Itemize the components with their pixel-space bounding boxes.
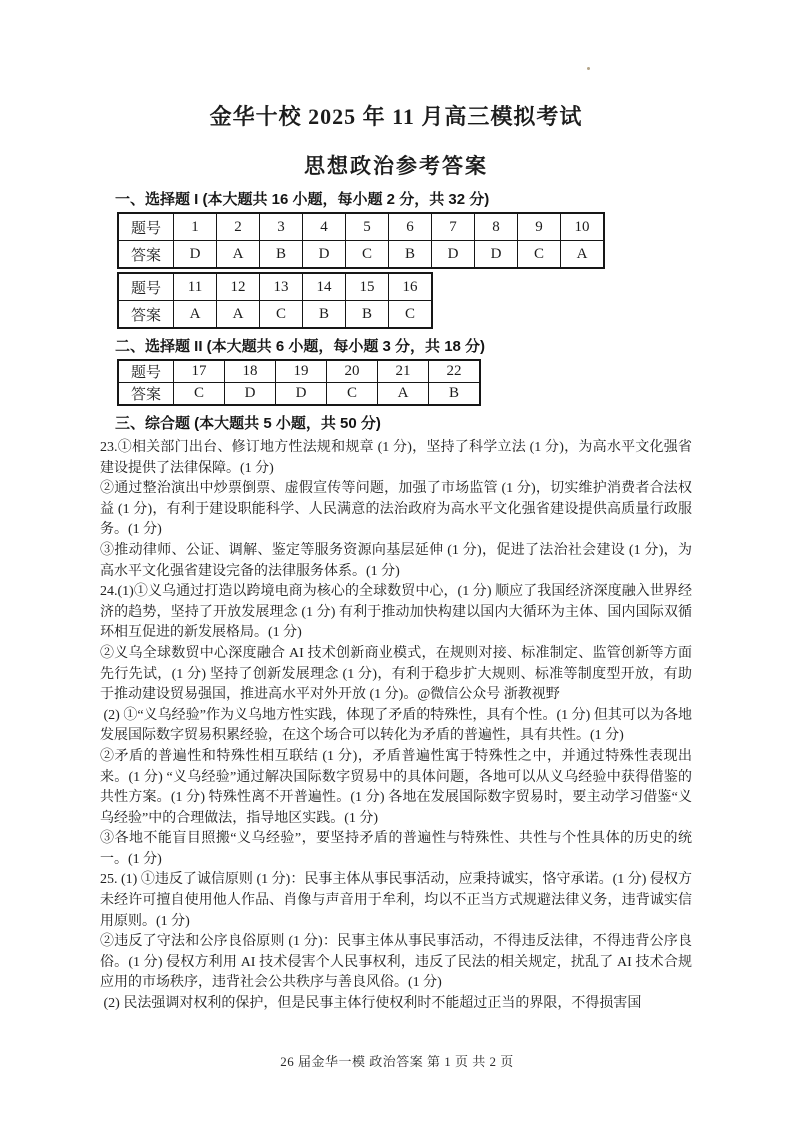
page-subtitle: 思想政治参考答案 — [304, 154, 488, 178]
question-number-cell: 8 — [475, 213, 518, 241]
answer-paragraph: ②通过整治演出中炒票倒票、虚假宣传等问题，加强了市场监管 (1 分)，切实维护消费者合法权益 (1 分)，有利于建设职能科学、人民满意的法治政府为高水平文化强省建设提供高质量行政服务。(1 分) — [100, 481, 692, 538]
question-number-cell: 19 — [276, 360, 327, 383]
answer-cell: D — [276, 383, 327, 406]
answer-cell: A — [217, 241, 260, 269]
answer-paragraph: ②矛盾的普遍性和特殊性相互联结 (1 分)，矛盾普遍性寓于特殊性之中，并通过特殊性表现出来。(1 分) “义乌经验”通过解决国际数字贸易中的具体问题，各地可以从义乌经验中获得借鉴的共性方案。(1 分) 特殊性离不开普遍性。(1 分) 各地在发展国际数字贸易时，要主动学习借鉴“义乌经验”中的合理做法，指导地区实践。(1 分) — [100, 748, 692, 826]
row-label: 题号 — [118, 360, 174, 383]
answer-cell: C — [174, 383, 225, 406]
question-number-cell: 1 — [174, 213, 217, 241]
answer-paragraph: 25. (1) ①违反了诚信原则 (1 分)：民事主体从事民事活动，应秉持诚实，恪守承诺。(1 分) 侵权方未经许可擅自使用他人作品、肖像与声音用于牟利，均以不正当方式规避法律义务，违背诚实信用原则。(1 分) — [100, 872, 692, 929]
answer-cell: D — [174, 241, 217, 269]
table-row — [118, 213, 604, 241]
answer-cell: A — [561, 241, 605, 269]
question-number-cell: 2 — [217, 213, 260, 241]
answer-cell: A — [174, 301, 217, 329]
answer-paragraph: (2) ①“义乌经验”作为义乌地方性实践，体现了矛盾的特殊性，具有个性。(1 分) 但其可以为各地发展国际数字贸易积累经验，在这个场合可以转化为矛盾的普遍性，具有共性。(1 分) — [100, 707, 692, 744]
row-label: 答案 — [118, 383, 174, 406]
section-choice2 — [100, 337, 692, 406]
answer-cell: D — [432, 241, 475, 269]
question-number-cell: 16 — [389, 273, 433, 301]
answer-table-q1-10 — [117, 212, 605, 269]
question-number-cell: 20 — [327, 360, 378, 383]
answer-cell: C — [260, 301, 303, 329]
answer-paragraph: 23.①相关部门出台、修订地方性法规和规章 (1 分)，坚持了科学立法 (1 分)，为高水平文化强省建设提供了法律保障。(1 分) — [100, 440, 692, 476]
question-number-cell: 11 — [174, 273, 217, 301]
answer-cell: B — [429, 383, 481, 406]
question-number-cell: 3 — [260, 213, 303, 241]
row-label: 题号 — [118, 273, 174, 301]
question-number-cell: 9 — [518, 213, 561, 241]
page-title: 金华十校 2025 年 11 月高三模拟考试 — [209, 104, 583, 129]
answer-paragraph: ③各地不能盲目照搬“义乌经验”，要坚持矛盾的普遍性与特殊性、共性与个性具体的历史的统一。(1 分) — [100, 831, 692, 867]
section-comprehensive — [100, 414, 692, 1015]
page-footer: 26 届金华一模 政治答案 第 1 页 共 2 页 — [280, 1054, 514, 1069]
answer-cell: C — [518, 241, 561, 269]
table-row — [118, 360, 480, 383]
answer-paragraph: (2) 民法强调对权利的保护，但是民事主体行使权利时不能超过正当的界限，不得损害国 — [100, 996, 642, 1012]
table-row — [118, 273, 432, 301]
question-number-cell: 6 — [389, 213, 432, 241]
answer-cell: B — [389, 241, 432, 269]
comprehensive-answer-text — [100, 438, 692, 1015]
row-label: 题号 — [118, 213, 174, 241]
question-number-cell: 22 — [429, 360, 481, 383]
row-label: 答案 — [118, 241, 174, 269]
table-row — [118, 241, 604, 269]
answer-cell: C — [346, 241, 389, 269]
answer-cell: D — [225, 383, 276, 406]
answer-cell: D — [303, 241, 346, 269]
question-number-cell: 5 — [346, 213, 389, 241]
answer-paragraph: ②义乌全球数贸中心深度融合 AI 技术创新商业模式，在规则对接、标准制定、监管创新等方面先行先试，(1 分) 坚持了创新发展理念 (1 分)，有利于稳步扩大规则、标准等制度型开放，有助于推动建设贸易强国，推进高水平对外开放 (1 分)。@微信公众号 浙教视野 — [100, 645, 692, 703]
answer-cell: C — [327, 383, 378, 406]
answer-cell: A — [378, 383, 429, 406]
scan-artifact-dot — [587, 67, 590, 70]
answer-cell: C — [389, 301, 433, 329]
answer-paragraph: ③推动律师、公证、调解、鉴定等服务资源向基层延伸 (1 分)，促进了法治社会建设 (1 分)，为高水平文化强省建设完备的法律服务体系。(1 分) — [100, 542, 692, 579]
question-number-cell: 15 — [346, 273, 389, 301]
answer-cell: B — [260, 241, 303, 269]
answer-table-q17-22 — [117, 359, 481, 406]
question-number-cell: 7 — [432, 213, 475, 241]
question-number-cell: 10 — [561, 213, 605, 241]
row-label: 答案 — [118, 301, 174, 329]
answer-cell: D — [475, 241, 518, 269]
answer-paragraph: 24.(1)①义乌通过打造以跨境电商为核心的全球数贸中心，(1 分) 顺应了我国经济深度融入世界经济的趋势，坚持了开放发展理念 (1 分) 有利于推动加快构建以国内大循环为主体、国内国际双循环相互促进的新发展格局。(1 分) — [100, 584, 692, 641]
section3-heading: 三、综合题 (本大题共 5 小题，共 50 分) — [115, 415, 381, 432]
question-number-cell: 21 — [378, 360, 429, 383]
question-number-cell: 4 — [303, 213, 346, 241]
answer-paragraph: ②违反了守法和公序良俗原则 (1 分)：民事主体从事民事活动，不得违反法律，不得违背公序良俗。(1 分) 侵权方利用 AI 技术侵害个人民事权利，违反了民法的相关规定，扰乱了 AI 技术合规应用的市场秩序，违背社会公共秩序与善良风俗。(1 分) — [100, 934, 692, 991]
answer-cell: B — [346, 301, 389, 329]
question-number-cell: 14 — [303, 273, 346, 301]
answer-cell: B — [303, 301, 346, 329]
question-number-cell: 17 — [174, 360, 225, 383]
section-choice1 — [100, 190, 692, 329]
question-number-cell: 18 — [225, 360, 276, 383]
answer-cell: A — [217, 301, 260, 329]
question-number-cell: 13 — [260, 273, 303, 301]
answer-table-q11-16 — [117, 272, 433, 329]
section2-heading: 二、选择题 II (本大题共 6 小题，每小题 3 分，共 18 分) — [115, 338, 486, 355]
table-row — [118, 301, 432, 329]
table-row — [118, 383, 480, 406]
question-number-cell: 12 — [217, 273, 260, 301]
section1-heading: 一、选择题 I (本大题共 16 小题，每小题 2 分，共 32 分) — [115, 191, 490, 208]
